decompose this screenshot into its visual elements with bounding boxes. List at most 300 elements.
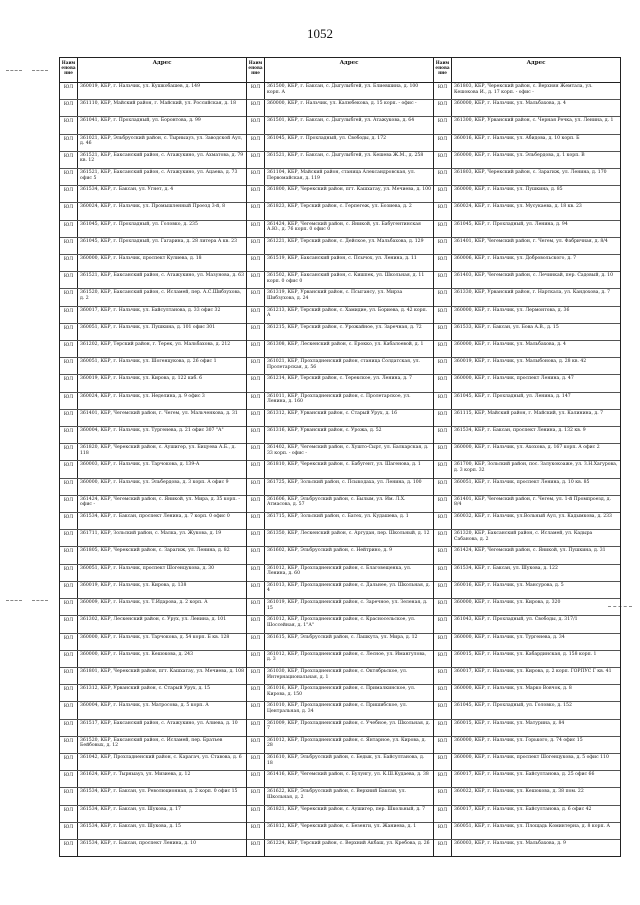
table-row bbox=[247, 461, 433, 478]
address-cell: 361401, КБР, Чегемский район, г. Чегем, ул. Мальченкова, д. 31 bbox=[80, 410, 238, 416]
address-cell: 360015, КБР, г. Нальчик, ул. Кабардинская, д. 158 корп. 1 bbox=[454, 651, 597, 657]
entity-type-cell: ЮЛ bbox=[60, 616, 78, 632]
address-cell: 361110, КБР, Майский район, г. Майский, ул. Российская, д. 18 bbox=[80, 101, 237, 107]
entity-type-cell: ЮЛ bbox=[247, 444, 265, 460]
address-cell: 361821, КБР, Черекский район, с. Аушигер, пер. Школьный, д. 7 bbox=[267, 806, 426, 812]
table-row bbox=[434, 238, 620, 255]
entity-type-cell: ЮЛ bbox=[434, 582, 452, 598]
entity-type-cell: ЮЛ bbox=[247, 788, 265, 804]
table-row bbox=[60, 530, 246, 547]
address-cell: 361104, КБР, Майский район, станица Александровская, ул. Первомайская, д. 119 bbox=[267, 170, 416, 181]
rows bbox=[434, 83, 620, 856]
entity-type-cell: ЮЛ bbox=[247, 238, 265, 254]
entity-type-cell: ЮЛ bbox=[434, 375, 452, 391]
address-cell: 360024, КБР, г. Нальчик, ул. Мусукаева, д. 18 кв. 23 bbox=[454, 204, 582, 210]
table-row bbox=[434, 496, 620, 513]
header-type: Наим енова ние bbox=[60, 58, 78, 82]
table-row bbox=[247, 341, 433, 358]
address-cell: 361812, КБР, Черекский район, с. Безенги, ул. Жаниева, д. 1 bbox=[267, 823, 417, 829]
table-row bbox=[247, 582, 433, 599]
entity-type-cell: ЮЛ bbox=[60, 806, 78, 822]
address-cell: 361501, КБР, г. Баксан, с. Дыгулыбгей, ул. Атажукова, д. 64 bbox=[267, 118, 415, 124]
address-cell: 360017, КБР, г. Нальчик, ул. Байсултанова, д. 6 офис 42 bbox=[454, 806, 592, 812]
address-cell: 360000, КБР, г. Нальчик, ул. Кирова, д. 320 bbox=[454, 600, 561, 606]
table-row bbox=[60, 186, 246, 203]
entity-type-cell: ЮЛ bbox=[434, 720, 452, 736]
table-row bbox=[247, 255, 433, 272]
entity-type-cell: ЮЛ bbox=[434, 238, 452, 254]
table-row bbox=[247, 840, 433, 856]
entity-type-cell: ЮЛ bbox=[60, 737, 78, 753]
address-cell: 361045, КБР, г. Прохладный, ул. Гагарина, д. 28 литера А кв. 23 bbox=[80, 238, 238, 244]
address-cell: 361045, КБР, г. Прохладный, ул. Ленина, д. 94 bbox=[454, 221, 568, 227]
table-row bbox=[247, 754, 433, 771]
entity-type-cell: ЮЛ bbox=[60, 169, 78, 185]
table-row bbox=[247, 634, 433, 651]
address-cell: 360000, КБР, г. Нальчик, ул. Пушкина, д. 85 bbox=[454, 187, 563, 193]
address-cell: 361041, КБР, г. Прохладный, ул. Боронтова, д. 99 bbox=[80, 118, 201, 124]
address-cell: 361012, КБР, Прохладненский район, с. Лесное, ул. Имангулова, д. 3 bbox=[267, 651, 427, 663]
address-cell: 360000, КБР, г. Нальчик, ул. Эльбердова, д. 1 корп. В bbox=[454, 152, 585, 158]
entity-type-cell: ЮЛ bbox=[247, 393, 265, 409]
entity-type-cell: ЮЛ bbox=[247, 702, 265, 718]
table-row bbox=[434, 720, 620, 737]
address-cell: 361534, КБР, г. Баксан, проспект Ленина, д. 7 корп. 0 офис 0 bbox=[80, 514, 230, 520]
address-cell: 360024, КБР, г. Нальчик, ул. Неделина, д. 9 офис 3 bbox=[80, 393, 205, 399]
address-cell: 361520, КБР, Баксанский район, с. Исламей, пер. Братьев Бейбовых, д. 12 bbox=[80, 737, 223, 749]
table-row bbox=[247, 496, 433, 513]
address-cell: 361803, КБР, Черекский район, с. Верхняя Жемтала, ул. Кешокова И., д. 17 корп. - офис - bbox=[454, 84, 593, 95]
entity-type-cell: ЮЛ bbox=[60, 771, 78, 787]
table-row bbox=[434, 668, 620, 685]
address-cell: 361711, КБР, Зольский район, с. Малка, ул. Жукова, д. 19 bbox=[80, 531, 222, 537]
address-cell: 360003, КБР, г. Нальчик, ул. Тарчокова, д. 139-А bbox=[80, 462, 200, 468]
entity-type-cell: ЮЛ bbox=[247, 83, 265, 99]
entity-type-cell: ЮЛ bbox=[247, 685, 265, 701]
entity-type-cell: ЮЛ bbox=[60, 599, 78, 615]
address-cell: 361042, КБР, Прохладненский район, с. Карагач, ул. Ставова, д. 6 bbox=[80, 754, 242, 760]
address-cell: 361800, КБР, Черекский район, пгт. Кашхатау, ул. Мечиева, д. 100 bbox=[267, 187, 431, 193]
entity-type-cell: ЮЛ bbox=[60, 461, 78, 477]
table-row bbox=[434, 840, 620, 856]
entity-type-cell: ЮЛ bbox=[60, 634, 78, 650]
table-row bbox=[247, 83, 433, 100]
table-row bbox=[247, 599, 433, 616]
address-cell: 360000, КБР, г. Нальчик, ул. Кешокова, д. 243 bbox=[80, 651, 194, 657]
table-row bbox=[434, 324, 620, 341]
address-cell: 361021, КБР, Эльбрусский район, с. Тырныауз, ул. Заводской Аул, д. 46 bbox=[80, 135, 243, 147]
entity-type-cell: ЮЛ bbox=[60, 788, 78, 804]
table-row bbox=[247, 152, 433, 169]
table-row bbox=[247, 238, 433, 255]
address-cell: 361402, КБР, Чегемский район, с. Хушто-Сырт, ул. Балкарская, д. 33 корп. - офис - bbox=[267, 445, 429, 456]
entity-type-cell: ЮЛ bbox=[247, 634, 265, 650]
entity-type-cell: ЮЛ bbox=[434, 599, 452, 615]
entity-type-cell: ЮЛ bbox=[247, 806, 265, 822]
table-row bbox=[60, 702, 246, 719]
entity-type-cell: ЮЛ bbox=[434, 83, 452, 99]
entity-type-cell: ЮЛ bbox=[247, 513, 265, 529]
table-row bbox=[60, 341, 246, 358]
entity-type-cell: ЮЛ bbox=[247, 272, 265, 288]
table-row bbox=[434, 461, 620, 478]
table-header bbox=[247, 58, 433, 83]
entity-type-cell: ЮЛ bbox=[60, 479, 78, 495]
fold-mark bbox=[32, 600, 48, 601]
entity-type-cell: ЮЛ bbox=[60, 530, 78, 546]
entity-type-cell: ЮЛ bbox=[247, 203, 265, 219]
table-row bbox=[60, 634, 246, 651]
address-cell: 360017, КБР, г. Нальчик, ул. Кирова, д. 2 корп. ГОРПУС Г кв. 41 bbox=[454, 668, 612, 674]
address-cell: 361823, КБР, Терский район, с. Герпегеж, ул. Бозиева, д. 2 bbox=[267, 204, 412, 210]
address-cell: 361715, КБР, Зольский район, с. Батех, ул. Кудашева, д. 1 bbox=[267, 514, 409, 520]
entity-type-cell: ЮЛ bbox=[434, 289, 452, 305]
table-row bbox=[247, 513, 433, 530]
address-cell: 361502, КБР, Баксанский район, с. Кишпек, ул. Школьная, д. 11 корп. 0 офис 0 bbox=[267, 273, 425, 284]
header-address: Адрес bbox=[339, 60, 359, 66]
table-row bbox=[60, 324, 246, 341]
table-row bbox=[247, 806, 433, 823]
entity-type-cell: ЮЛ bbox=[434, 651, 452, 667]
table-row bbox=[434, 788, 620, 805]
address-cell: 361534, КБР, г. Баксан, ул. Шукова, д. 122 bbox=[454, 565, 558, 571]
entity-type-cell: ЮЛ bbox=[247, 255, 265, 271]
table-row bbox=[60, 479, 246, 496]
table-row bbox=[60, 720, 246, 737]
table-row bbox=[60, 358, 246, 375]
entity-type-cell: ЮЛ bbox=[60, 324, 78, 340]
table-row bbox=[247, 100, 433, 117]
entity-type-cell: ЮЛ bbox=[247, 496, 265, 512]
entity-type-cell: ЮЛ bbox=[247, 169, 265, 185]
entity-type-cell: ЮЛ bbox=[60, 393, 78, 409]
table-row bbox=[247, 737, 433, 754]
table-row bbox=[247, 289, 433, 306]
address-cell: 361803, КБР, Черекский район, с. Зарагиж, ул. Ленина, д. 170 bbox=[454, 170, 607, 176]
table-row bbox=[60, 135, 246, 152]
entity-type-cell: ЮЛ bbox=[434, 530, 452, 546]
entity-type-cell: ЮЛ bbox=[60, 289, 78, 305]
address-cell: 360024, КБР, г. Нальчик, ул. Промышленный Проезд 3-й, 8 bbox=[80, 204, 226, 210]
address-cell: 361045, КБР, г. Прохладный, ул. Свободы, д. 172 bbox=[267, 135, 387, 141]
entity-type-cell: ЮЛ bbox=[60, 565, 78, 581]
entity-type-cell: ЮЛ bbox=[434, 117, 452, 133]
address-cell: 360032, КБР, г. Нальчик, ул.Вольный Аул, ул. Кадымкова, д. 233 bbox=[454, 514, 612, 520]
table-row bbox=[60, 117, 246, 134]
column-group-3 bbox=[434, 58, 620, 856]
entity-type-cell: ЮЛ bbox=[247, 737, 265, 753]
table-row bbox=[247, 186, 433, 203]
entity-type-cell: ЮЛ bbox=[247, 720, 265, 736]
entity-type-cell: ЮЛ bbox=[434, 788, 452, 804]
address-cell: 361011, КБР, Прохладненский район, с. Пролетарское, ул. Ленина, д. 160 bbox=[267, 393, 411, 405]
address-cell: 360000, КБР, г. Нальчик, ул. Мальбахова, д. 4 bbox=[454, 101, 566, 107]
entity-type-cell: ЮЛ bbox=[434, 341, 452, 357]
address-cell: 361045, КБР, г. Прохладный, ул. Ленина, д. 147 bbox=[454, 393, 571, 399]
table-row bbox=[247, 358, 433, 375]
entity-type-cell: ЮЛ bbox=[247, 668, 265, 684]
address-cell: 361019, КБР, Прохладненский район, с. Заречное, ул. Зеленая, д. 15 bbox=[267, 600, 428, 611]
address-cell: 361534, КБР, г. Баксан, ул. Шукова, д. 15 bbox=[80, 823, 181, 829]
table-row bbox=[434, 341, 620, 358]
address-cell: 361012, КБР, Прохладненский район, с. Красносельское, ул. Шоссейная, д. 1"А" bbox=[267, 617, 416, 628]
entity-type-cell: ЮЛ bbox=[434, 427, 452, 443]
rows bbox=[247, 83, 433, 856]
table-row bbox=[247, 651, 433, 668]
fold-mark bbox=[6, 600, 22, 601]
address-cell: 361009, КБР, Прохладненский район, с. Учебное, ул. Школьная, д. 7 bbox=[267, 720, 431, 732]
entity-type-cell: ЮЛ bbox=[434, 221, 452, 237]
address-table bbox=[59, 57, 621, 857]
address-cell: 361320, КБР, Баксанский район, с. Исламей, ул. Кадыра Сабанова, д. 2 bbox=[454, 531, 593, 542]
fold-mark bbox=[32, 70, 48, 71]
table-row bbox=[434, 737, 620, 754]
table-row bbox=[247, 427, 433, 444]
entity-type-cell: ЮЛ bbox=[60, 272, 78, 288]
entity-type-cell: ЮЛ bbox=[434, 479, 452, 495]
table-row bbox=[247, 307, 433, 324]
address-cell: 361214, КБР, Терский район, с. Терекское, ул. Ленина, д. 7 bbox=[267, 376, 412, 382]
address-cell: 361316, КБР, Урванский район, с. Урожа, д. 52 bbox=[267, 428, 382, 434]
entity-type-cell: ЮЛ bbox=[60, 221, 78, 237]
address-cell: 361534, КБР, г. Баксан, проспект Ленина, д. 10 bbox=[80, 840, 196, 846]
entity-type-cell: ЮЛ bbox=[434, 255, 452, 271]
entity-type-cell: ЮЛ bbox=[60, 823, 78, 839]
address-cell: 361224, КБР, Терский район, с. Верхний Акбаш, ул. Кребова, д. 26 bbox=[267, 840, 430, 846]
entity-type-cell: ЮЛ bbox=[60, 358, 78, 374]
address-cell: 360006, КБР, г. Нальчик, ул. Добровольского, д. 7 bbox=[454, 256, 577, 262]
address-cell: 360000, КБР, г. Нальчик, ул. Мальбахова, д. 4 bbox=[454, 342, 566, 348]
entity-type-cell: ЮЛ bbox=[60, 582, 78, 598]
table-row bbox=[434, 169, 620, 186]
entity-type-cell: ЮЛ bbox=[60, 203, 78, 219]
entity-type-cell: ЮЛ bbox=[247, 754, 265, 770]
entity-type-cell: ЮЛ bbox=[434, 324, 452, 340]
table-row bbox=[247, 221, 433, 238]
address-cell: 360000, КБР, г. Нальчик, ул. Тарчокова, д. 54 корп. Б кв. 128 bbox=[80, 634, 230, 640]
entity-type-cell: ЮЛ bbox=[434, 135, 452, 151]
table-row bbox=[434, 444, 620, 461]
table-row bbox=[434, 599, 620, 616]
entity-type-cell: ЮЛ bbox=[247, 479, 265, 495]
entity-type-cell: ЮЛ bbox=[434, 203, 452, 219]
table-row bbox=[60, 289, 246, 306]
address-cell: 361534, КБР, г. Баксан, ул. Шукова, д. 17 bbox=[80, 806, 181, 812]
table-row bbox=[60, 668, 246, 685]
entity-type-cell: ЮЛ bbox=[60, 513, 78, 529]
table-row bbox=[60, 496, 246, 513]
entity-type-cell: ЮЛ bbox=[434, 771, 452, 787]
entity-type-cell: ЮЛ bbox=[60, 840, 78, 856]
table-row bbox=[247, 720, 433, 737]
table-row bbox=[434, 186, 620, 203]
entity-type-cell: ЮЛ bbox=[247, 135, 265, 151]
table-row bbox=[60, 685, 246, 702]
table-row bbox=[247, 702, 433, 719]
table-row bbox=[60, 754, 246, 771]
table-row bbox=[434, 685, 620, 702]
address-cell: 361534, КБР, г. Баксан, проспект Ленина, д. 132 кв. 9 bbox=[454, 428, 586, 434]
address-cell: 360019, КБР, г. Нальчик, ул. Кирова, д. 122 каб. 6 bbox=[80, 376, 203, 382]
address-cell: 361521, КБР, г. Баксан, с. Дыгулыбгей, ул. Кешева Ж.М., д. 258 bbox=[267, 152, 424, 158]
address-cell: 361521, КБР, Баксанский район, с. Атажукино, ул. Ацаева, д. 73 офис 5 bbox=[80, 170, 238, 181]
entity-type-cell: ЮЛ bbox=[434, 547, 452, 563]
table-row bbox=[434, 255, 620, 272]
table-row bbox=[60, 771, 246, 788]
entity-type-cell: ЮЛ bbox=[60, 754, 78, 770]
address-cell: 360019, КБР, г. Нальчик, ул. Кирова, д. 138 bbox=[80, 582, 187, 588]
table-row bbox=[434, 616, 620, 633]
address-cell: 360000, КБР, г. Нальчик, проспект Шогенцукова, д. 5 офис 110 bbox=[454, 754, 609, 760]
table-row bbox=[247, 169, 433, 186]
table-row bbox=[247, 203, 433, 220]
table-row bbox=[60, 203, 246, 220]
table-row bbox=[60, 393, 246, 410]
entity-type-cell: ЮЛ bbox=[434, 513, 452, 529]
address-cell: 361045, КБР, г. Прохладный, ул. Головко, д. 235 bbox=[80, 221, 198, 227]
table-row bbox=[434, 375, 620, 392]
entity-type-cell: ЮЛ bbox=[247, 410, 265, 426]
entity-type-cell: ЮЛ bbox=[247, 100, 265, 116]
address-cell: 361725, КБР, Зольский район, с. Псыкодаха, ул. Ленина, д. 100 bbox=[267, 479, 422, 485]
entity-type-cell: ЮЛ bbox=[247, 599, 265, 615]
entity-type-cell: ЮЛ bbox=[60, 83, 78, 99]
address-cell: 361622, КБР, Эльбрусский район, с. Верхний Баксан, ул. Школьная, д. 2 bbox=[267, 789, 406, 800]
header-type: Наим енова ние bbox=[434, 58, 452, 82]
entity-type-cell: ЮЛ bbox=[60, 255, 78, 271]
entity-type-cell: ЮЛ bbox=[60, 307, 78, 323]
entity-type-cell: ЮЛ bbox=[247, 771, 265, 787]
table-row bbox=[60, 375, 246, 392]
entity-type-cell: ЮЛ bbox=[60, 375, 78, 391]
address-cell: 361810, КБР, Черекский район, с. Бабугент, ул. Шагенова, д. 1 bbox=[267, 462, 421, 468]
entity-type-cell: ЮЛ bbox=[434, 393, 452, 409]
address-cell: 361805, КБР, Черекский район, с. Зарагиж, ул. Ленина, д. 82 bbox=[80, 548, 230, 554]
entity-type-cell: ЮЛ bbox=[247, 840, 265, 856]
address-cell: 361319, КБР, Урванский район, с. Псыгансу, ул. Мирза Шибзухова, д. 24 bbox=[267, 290, 403, 302]
entity-type-cell: ЮЛ bbox=[60, 685, 78, 701]
entity-type-cell: ЮЛ bbox=[434, 186, 452, 202]
table-row bbox=[60, 83, 246, 100]
entity-type-cell: ЮЛ bbox=[247, 341, 265, 357]
address-cell: 361519, КБР, Баксанский район, с. Псычох, ул. Ленина, д. 11 bbox=[267, 256, 417, 262]
table-row bbox=[434, 135, 620, 152]
address-cell: 361312, КБР, Урванский район, с. Старый Урух, д. 15 bbox=[80, 686, 211, 692]
address-cell: 361045, КБР, г. Прохладный, ул. Головко, д. 152 bbox=[454, 703, 572, 709]
entity-type-cell: ЮЛ bbox=[247, 358, 265, 374]
entity-type-cell: ЮЛ bbox=[247, 152, 265, 168]
table-row bbox=[60, 651, 246, 668]
table-row bbox=[434, 393, 620, 410]
entity-type-cell: ЮЛ bbox=[247, 547, 265, 563]
entity-type-cell: ЮЛ bbox=[434, 616, 452, 632]
address-cell: 361010, КБР, Прохладненский район, с. Пришибское, ул. Центральная, д. 34 bbox=[267, 703, 408, 714]
table-row bbox=[434, 117, 620, 134]
entity-type-cell: ЮЛ bbox=[434, 823, 452, 839]
table-row bbox=[60, 152, 246, 169]
entity-type-cell: ЮЛ bbox=[60, 427, 78, 443]
address-cell: 361013, КБР, Прохладненский район, с. Дальнее, ул. Школьная, д. 4 bbox=[267, 582, 431, 594]
entity-type-cell: ЮЛ bbox=[434, 169, 452, 185]
table-row bbox=[247, 530, 433, 547]
table-row bbox=[434, 410, 620, 427]
table-row bbox=[247, 479, 433, 496]
entity-type-cell: ЮЛ bbox=[247, 289, 265, 305]
address-cell: 360000, КБР, г. Нальчик, ул. Тургенева, д. 34 bbox=[454, 634, 565, 640]
table-row bbox=[247, 135, 433, 152]
table-row bbox=[247, 375, 433, 392]
table-row bbox=[60, 461, 246, 478]
table-row bbox=[434, 651, 620, 668]
entity-type-cell: ЮЛ bbox=[434, 685, 452, 701]
entity-type-cell: ЮЛ bbox=[60, 668, 78, 684]
address-cell: 360019, КБР, г. Нальчик, ул. Малыбонова, д. 28 кв. 42 bbox=[454, 359, 587, 365]
table-row bbox=[434, 272, 620, 289]
address-cell: 361302, КБР, Лескенский район, с. Урух, ул. Ленина, д. 101 bbox=[80, 617, 227, 623]
entity-type-cell: ЮЛ bbox=[434, 806, 452, 822]
address-cell: 360015, КБР, г. Нальчик, ул. Матурина, д. 84 bbox=[454, 720, 565, 726]
table-row bbox=[434, 358, 620, 375]
table-row bbox=[247, 668, 433, 685]
entity-type-cell: ЮЛ bbox=[247, 375, 265, 391]
table-row bbox=[434, 152, 620, 169]
address-cell: 361308, КБР, Лескенский район, с. Ерокко, ул. Кабалоевой, д. 1 bbox=[267, 342, 424, 348]
entity-type-cell: ЮЛ bbox=[434, 410, 452, 426]
address-cell: 361215, КБР, Терский район, с. Урожайное, ул. Заречная, д. 72 bbox=[267, 324, 422, 330]
entity-type-cell: ЮЛ bbox=[60, 100, 78, 116]
table-row bbox=[60, 547, 246, 564]
address-cell: 361533, КБР, г. Баксан, ул. Бова А.В., д. 15 bbox=[454, 324, 559, 330]
table-row bbox=[60, 255, 246, 272]
table-row bbox=[60, 806, 246, 823]
entity-type-cell: ЮЛ bbox=[434, 358, 452, 374]
table-row bbox=[60, 599, 246, 616]
address-cell: 360003, КБР, г. Нальчик, ул. Мальбахова, д. 9 bbox=[454, 840, 566, 846]
address-cell: 360016, КБР, г. Нальчик, ул. Абидова, д. 10 корп. Б bbox=[454, 135, 580, 141]
address-cell: 360017, КБР, г. Нальчик, ул. Байсултанова, д. 25 офис 66 bbox=[454, 772, 595, 778]
address-cell: 361416, КБР, Чегемский район, с. Булунгу, ул. К.Ш.Кудаева, д. 38 bbox=[267, 772, 429, 778]
entity-type-cell: ЮЛ bbox=[60, 651, 78, 667]
entity-type-cell: ЮЛ bbox=[247, 427, 265, 443]
entity-type-cell: ЮЛ bbox=[60, 444, 78, 460]
header-type: Наим енова ние bbox=[247, 58, 265, 82]
address-cell: 360004, КБР, г. Нальчик, ул. Матросова, д. 5 корп. А bbox=[80, 703, 209, 709]
entity-type-cell: ЮЛ bbox=[434, 668, 452, 684]
entity-type-cell: ЮЛ bbox=[247, 823, 265, 839]
address-cell: 361820, КБР, Черекский район, с. Аушигер, ул. Бицуева А.Б., д. 118 bbox=[80, 445, 236, 456]
entity-type-cell: ЮЛ bbox=[247, 616, 265, 632]
address-cell: 360051, КБР, г. Нальчик, проспект Ленина, д. 10 кв. 85 bbox=[454, 479, 590, 485]
header-address: Адрес bbox=[152, 60, 172, 66]
table-row bbox=[434, 221, 620, 238]
address-cell: 361403, КБР, Чегемский район, с. Лечинкай, пер. Садовый, д. 10 bbox=[454, 273, 613, 279]
table-row bbox=[60, 737, 246, 754]
table-row bbox=[60, 238, 246, 255]
table-row bbox=[60, 823, 246, 840]
address-cell: 361500, КБР, г. Баксан, с. Дыгулыбгей, ул. Блиевшина, д. 100 корп. А bbox=[267, 84, 419, 95]
address-cell: 360000, КБР, г. Нальчик, проспект Ленина, д. 47 bbox=[454, 376, 574, 382]
address-cell: 360000, КБР, г. Нальчик, ул. Ахохова, д. 167 корп. А офис 2 bbox=[454, 445, 600, 451]
entity-type-cell: ЮЛ bbox=[60, 496, 78, 512]
entity-type-cell: ЮЛ bbox=[247, 530, 265, 546]
table-row bbox=[434, 565, 620, 582]
table-row bbox=[247, 393, 433, 410]
address-cell: 360019, КБР, г. Нальчик, ул. Кушкобашев, д. 149 bbox=[80, 84, 201, 89]
entity-type-cell: ЮЛ bbox=[247, 307, 265, 323]
entity-type-cell: ЮЛ bbox=[60, 117, 78, 133]
address-cell: 361534, КБР, г. Баксан, ул. Угнет, д. 4 bbox=[80, 187, 174, 193]
entity-type-cell: ЮЛ bbox=[434, 307, 452, 323]
